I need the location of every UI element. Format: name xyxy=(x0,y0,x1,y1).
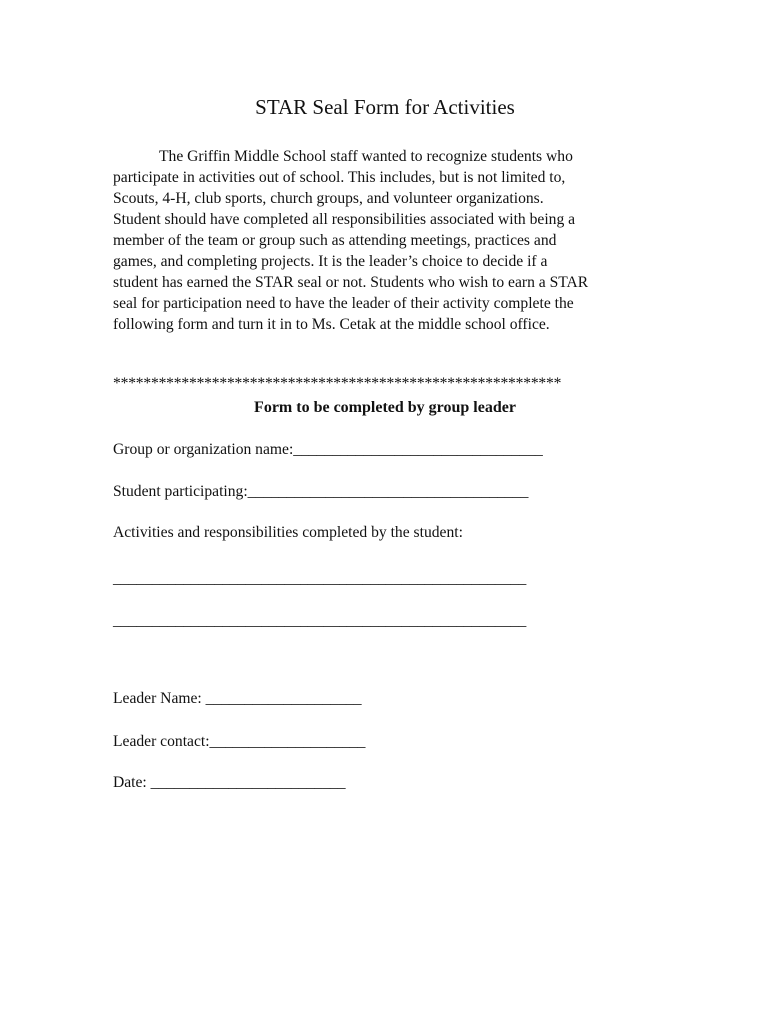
intro-line: The Griffin Middle School staff wanted to recognize students who xyxy=(159,148,573,165)
intro-line: Scouts, 4-H, club sports, church groups, and volunteer organizations. xyxy=(113,190,544,207)
activities-blank-line: _____________________________________________________ xyxy=(113,570,527,587)
intro-line: student has earned the STAR seal or not. Students who wish to earn a STAR xyxy=(113,274,589,291)
asterisk-separator: *********************************************************** xyxy=(113,375,562,392)
intro-line: games, and completing projects. It is the leader’s choice to decide if a xyxy=(113,253,548,270)
page-title: STAR Seal Form for Activities xyxy=(255,95,515,119)
intro-paragraph xyxy=(113,146,588,335)
intro-line: member of the team or group such as attending meetings, practices and xyxy=(113,232,557,249)
activities-blank-line: _____________________________________________________ xyxy=(113,612,527,629)
intro-line: following form and turn it in to Ms. Cetak at the middle school office. xyxy=(113,316,550,333)
date-field: Date: _________________________ xyxy=(113,774,346,791)
activities-label: Activities and responsibilities completed by the student: xyxy=(113,524,463,541)
form-heading: Form to be completed by group leader xyxy=(254,399,516,416)
leader-contact-field: Leader contact:____________________ xyxy=(113,733,366,750)
student-participating-field: Student participating:____________________________________ xyxy=(113,483,529,500)
intro-line: Student should have completed all responsibilities associated with being a xyxy=(113,211,576,228)
intro-line: participate in activities out of school. This includes, but is not limited to, xyxy=(113,169,566,186)
intro-line: seal for participation need to have the leader of their activity complete the xyxy=(113,295,574,312)
leader-name-field: Leader Name: ____________________ xyxy=(113,690,362,707)
group-name-field: Group or organization name:________________________________ xyxy=(113,441,543,458)
